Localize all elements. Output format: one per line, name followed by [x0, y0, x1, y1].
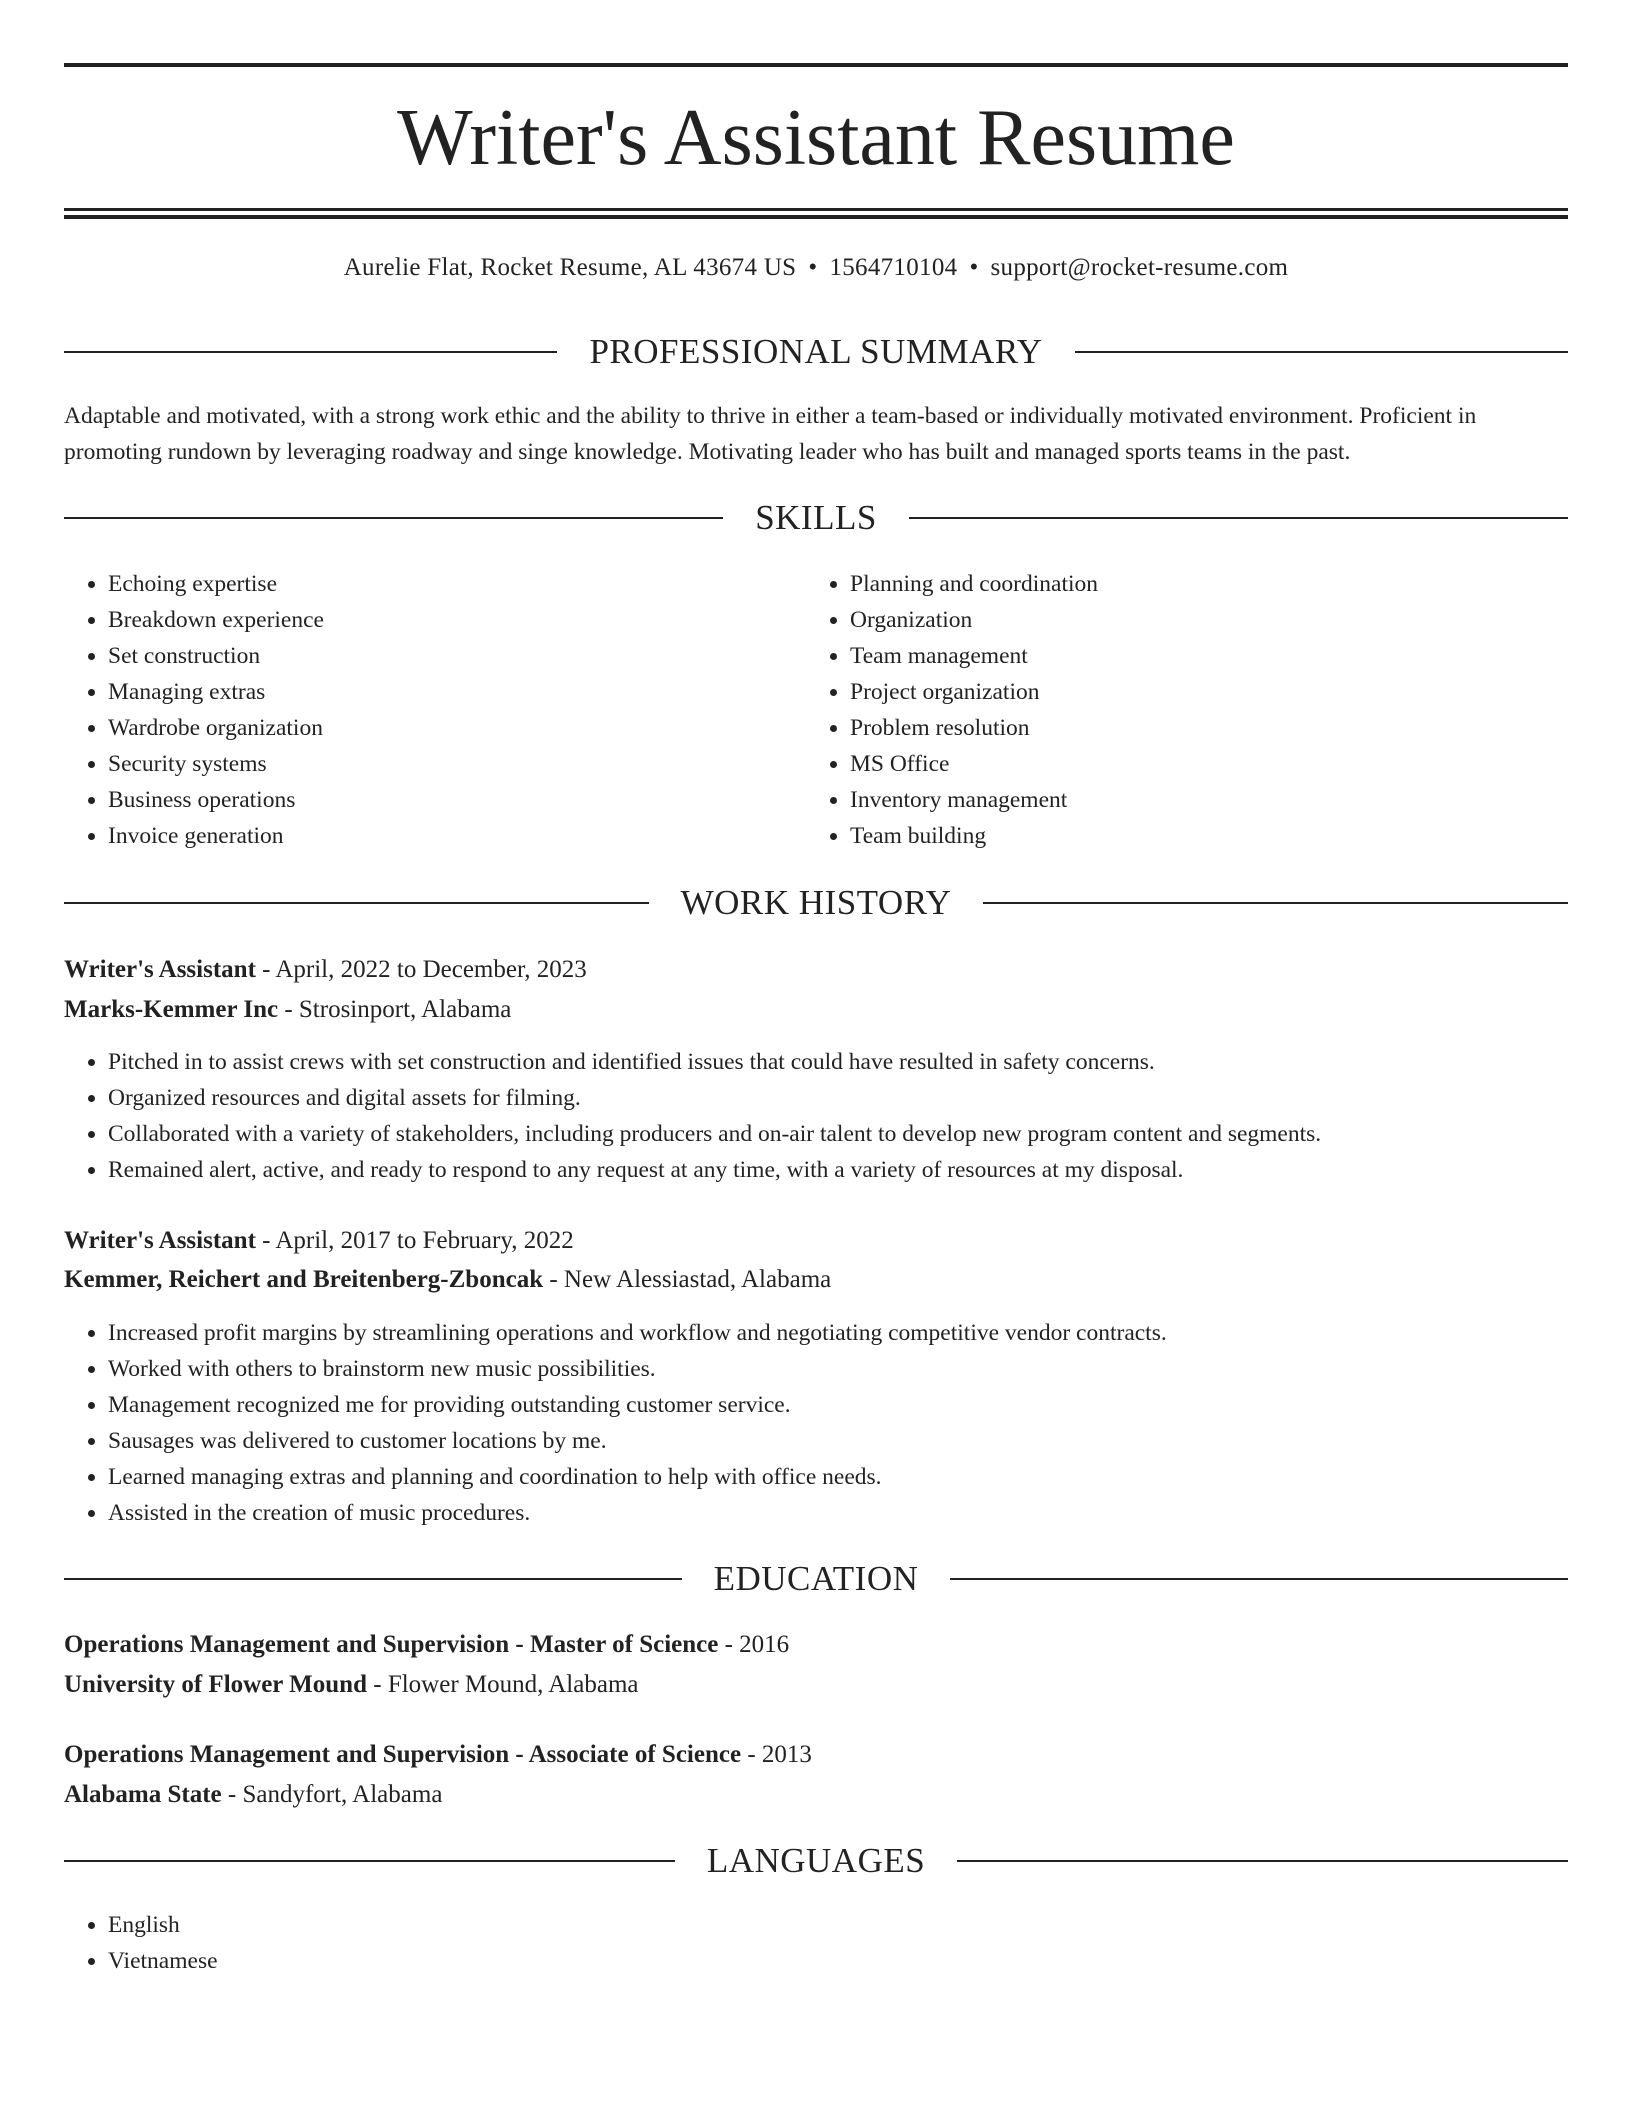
skill-item: • Security systems [108, 746, 808, 782]
education-location: - Sandyfort, Alabama [227, 1781, 443, 1808]
education-school-line [64, 1667, 1568, 1703]
skill-item: • Managing extras [108, 674, 808, 710]
skill-item: • Team management [850, 638, 1550, 674]
skill-item: • Planning and coordination [850, 566, 1550, 602]
job-role: Writer's Assistant [64, 1227, 256, 1254]
job-bullet: • Pitched in to assist crews with set construction and identified issues that could have resulted in safety concerns. [108, 1044, 1548, 1080]
education-degree-line [64, 1627, 1568, 1663]
top-rule [64, 63, 1568, 67]
job-bullet: • Learned managing extras and planning and coordination to help with office needs. [108, 1459, 1548, 1495]
section-rule [64, 1860, 675, 1862]
section-header-work [64, 881, 1568, 925]
summary-text: Adaptable and motivated, with a strong work ethic and the ability to thrive in either a team-based or individually motivated environment. Proficient in promoting rundown by leveraging roadway and singe knowledge. Motivating leader who has built and managed sports teams in the past. [64, 403, 1477, 465]
section-rule [64, 1578, 682, 1580]
skill-item: • Wardrobe organization [108, 710, 808, 746]
job-location: - Strosinport, Alabama [284, 996, 512, 1023]
job-bullet: • Increased profit margins by streamlining operations and workflow and negotiating competitive vendor contracts. [108, 1315, 1548, 1351]
skills-list-left [64, 566, 808, 854]
title-double-rule [64, 208, 1568, 219]
job-dates: - April, 2017 to February, 2022 [262, 1227, 574, 1254]
languages-list [64, 1907, 808, 1979]
job-title-line [64, 952, 1568, 988]
section-rule [950, 1578, 1568, 1580]
skill-item: • Set construction [108, 638, 808, 674]
job-bullet: • Assisted in the creation of music procedures. [108, 1495, 1548, 1531]
job-location: - New Alessiastad, Alabama [549, 1266, 832, 1293]
section-header-languages [64, 1839, 1568, 1883]
job-bullet: • Collaborated with a variety of stakeholders, including producers and on-air talent to develop new program content and segments. [108, 1116, 1548, 1152]
section-rule [64, 902, 649, 904]
skill-item: • Organization [850, 602, 1550, 638]
resume-title: Writer's Assistant Resume [397, 94, 1235, 182]
skill-item: • Invoice generation [108, 818, 808, 854]
contact-separator: • [808, 254, 818, 281]
education-year: - 2016 [724, 1631, 790, 1658]
contact-line [64, 252, 1568, 284]
job-bullet: • Organized resources and digital assets for filming. [108, 1080, 1548, 1116]
job-bullet: • Sausages was delivered to customer locations by me. [108, 1423, 1548, 1459]
education-degree-line [64, 1737, 1568, 1773]
skill-item: • Echoing expertise [108, 566, 808, 602]
section-title-work: WORK HISTORY [680, 883, 952, 922]
section-header-education [64, 1557, 1568, 1601]
job-bullets [64, 1315, 1548, 1531]
skill-item: • Team building [850, 818, 1550, 854]
section-header-summary [64, 330, 1568, 374]
section-title-languages: LANGUAGES [706, 1841, 926, 1880]
section-rule [64, 351, 557, 353]
language-item: • English [108, 1907, 808, 1943]
education-year: - 2013 [747, 1741, 812, 1768]
education-school-line [64, 1777, 1568, 1813]
section-header-skills [64, 496, 1568, 540]
job-company-line [64, 1262, 1568, 1298]
section-rule [1075, 351, 1568, 353]
contact-email: support@rocket-resume.com [990, 254, 1289, 281]
job-bullet: • Worked with others to brainstorm new music possibilities. [108, 1351, 1548, 1387]
job-bullet: • Management recognized me for providing outstanding customer service. [108, 1387, 1548, 1423]
section-title-education: EDUCATION [713, 1559, 919, 1598]
skill-item: • Inventory management [850, 782, 1550, 818]
job-company: Kemmer, Reichert and Breitenberg-Zboncak [64, 1266, 544, 1293]
skill-item: • MS Office [850, 746, 1550, 782]
section-title-skills: SKILLS [755, 498, 877, 537]
job-role: Writer's Assistant [64, 956, 256, 983]
job-title-line [64, 1223, 1568, 1259]
contact-separator: • [969, 254, 979, 281]
job-company: Marks-Kemmer Inc [64, 996, 279, 1023]
section-title-summary: PROFESSIONAL SUMMARY [589, 332, 1043, 371]
section-rule [909, 517, 1568, 519]
job-bullet: • Remained alert, active, and ready to respond to any request at any time, with a variety of resources at my disposal. [108, 1152, 1548, 1188]
language-item: • Vietnamese [108, 1943, 808, 1979]
skill-item: • Project organization [850, 674, 1550, 710]
contact-address: Aurelie Flat, Rocket Resume, AL 43674 US [343, 254, 797, 281]
skills-list-right [806, 566, 1550, 854]
section-rule [64, 517, 723, 519]
job-bullets [64, 1044, 1548, 1188]
skill-item: • Business operations [108, 782, 808, 818]
section-rule [957, 1860, 1568, 1862]
job-dates: - April, 2022 to December, 2023 [262, 956, 587, 983]
education-degree: Operations Management and Supervision - Master of Science [64, 1631, 719, 1658]
education-location: - Flower Mound, Alabama [373, 1671, 639, 1698]
job-company-line [64, 992, 1568, 1028]
skill-item: • Problem resolution [850, 710, 1550, 746]
section-rule [983, 902, 1568, 904]
contact-phone: 1564710104 [829, 254, 958, 281]
education-degree: Operations Management and Supervision - Associate of Science [64, 1741, 742, 1768]
education-school: University of Flower Mound [64, 1671, 367, 1698]
education-school: Alabama State [64, 1781, 222, 1808]
skill-item: • Breakdown experience [108, 602, 808, 638]
